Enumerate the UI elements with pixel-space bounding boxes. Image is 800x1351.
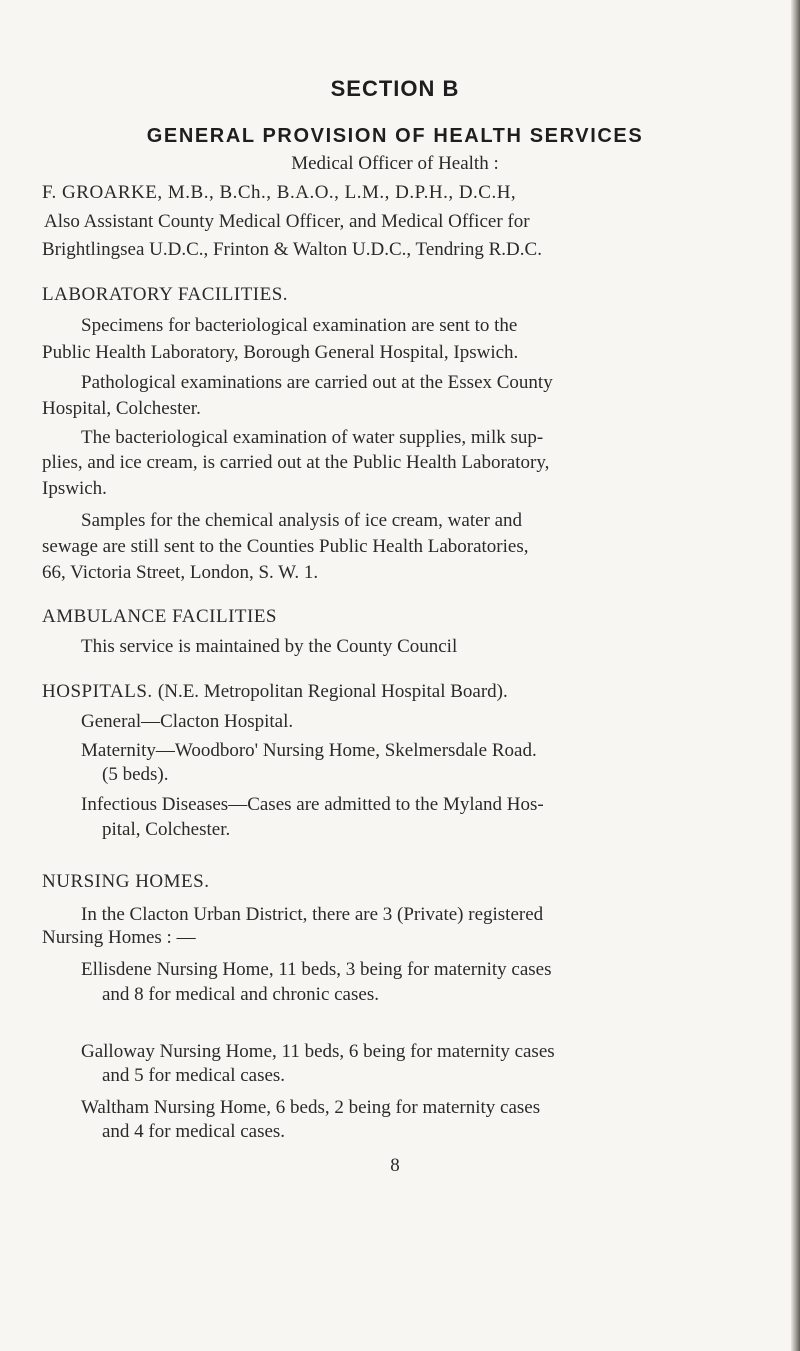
hospitals-line: pital, Colchester. <box>102 819 231 840</box>
hospitals-line: Infectious Diseases—Cases are admitted to the Myland Hos- <box>81 794 544 815</box>
nursing-homes-line: Galloway Nursing Home, 11 beds, 6 being for maternity cases <box>81 1041 555 1062</box>
nursing-homes-line: and 8 for medical and chronic cases. <box>102 984 379 1005</box>
page-number: 8 <box>390 1155 400 1176</box>
hospitals-line: Maternity—Woodboro' Nursing Home, Skelmersdale Road. <box>81 740 537 761</box>
hospitals-heading <box>42 680 508 704</box>
nursing-homes-heading: NURSING HOMES. <box>42 871 210 892</box>
laboratory-line: plies, and ice cream, is carried out at the Public Health Laboratory, <box>42 452 550 473</box>
ambulance-heading: AMBULANCE FACILITIES <box>42 606 278 627</box>
ambulance-line: This service is maintained by the County Council <box>81 636 458 657</box>
laboratory-line: Hospital, Colchester. <box>42 398 201 419</box>
page-title: GENERAL PROVISION OF HEALTH SERVICES <box>146 125 644 147</box>
hospitals-line: (5 beds). <box>102 764 169 785</box>
hospitals-heading-text: HOSPITALS. <box>42 681 153 702</box>
officer-role-line: Also Assistant County Medical Officer, and Medical Officer for <box>44 211 530 232</box>
hospitals-line: General—Clacton Hospital. <box>81 711 294 732</box>
nursing-homes-line: Nursing Homes : — <box>42 927 196 948</box>
nursing-homes-line: Ellisdene Nursing Home, 11 beds, 3 being for maternity cases <box>81 959 552 980</box>
laboratory-line: Ipswich. <box>42 478 107 499</box>
nursing-homes-line: Waltham Nursing Home, 6 beds, 2 being for maternity cases <box>81 1097 541 1118</box>
nursing-homes-line: In the Clacton Urban District, there are 3 (Private) registered <box>81 904 544 925</box>
laboratory-line: Samples for the chemical analysis of ice cream, water and <box>81 510 523 531</box>
laboratory-line: Public Health Laboratory, Borough General Hospital, Ipswich. <box>42 342 519 363</box>
laboratory-line: sewage are still sent to the Counties Public Health Laboratories, <box>42 536 529 557</box>
laboratory-heading: LABORATORY FACILITIES. <box>42 284 289 305</box>
laboratory-line: Pathological examinations are carried out at the Essex County <box>81 372 553 393</box>
nursing-homes-line: and 4 for medical cases. <box>102 1121 286 1142</box>
laboratory-line: Specimens for bacteriological examination are sent to the <box>81 315 518 336</box>
officer-role-line: Brightlingsea U.D.C., Frinton & Walton U.D.C., Tendring R.D.C. <box>42 239 542 260</box>
nursing-homes-line: and 5 for medical cases. <box>102 1065 286 1086</box>
section-heading: SECTION B <box>330 76 460 101</box>
laboratory-line: The bacteriological examination of water supplies, milk sup- <box>81 427 544 448</box>
page-edge-shadow <box>791 0 800 1351</box>
officer-label: Medical Officer of Health : <box>291 153 499 174</box>
hospitals-board-note: (N.E. Metropolitan Regional Hospital Board). <box>157 681 508 702</box>
officer-name: F. GROARKE, M.B., B.Ch., B.A.O., L.M., D.P.H., D.C.H, <box>42 182 517 203</box>
laboratory-line: 66, Victoria Street, London, S. W. 1. <box>42 562 319 583</box>
